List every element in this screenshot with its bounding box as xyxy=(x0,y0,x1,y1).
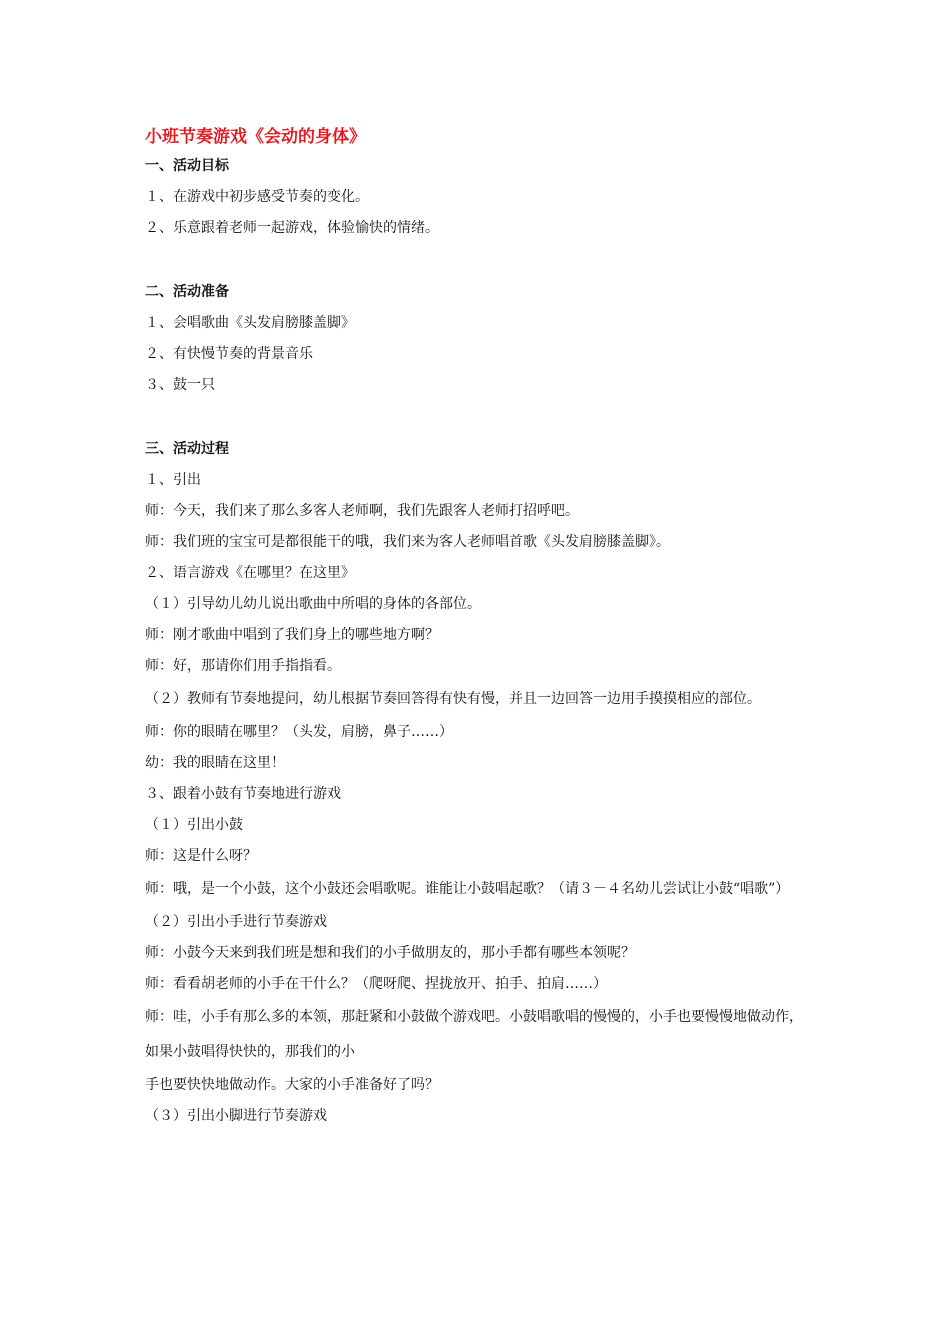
paragraph-line: 师：看看胡老师的小手在干什么？（爬呀爬、捏拢放开、拍手、拍肩……） xyxy=(145,976,607,992)
paragraph-line: （２）引出小手进行节奏游戏 xyxy=(145,914,327,930)
paragraph-line: ２、乐意跟着老师一起游戏，体验愉快的情绪。 xyxy=(145,220,439,236)
page-title: 小班节奏游戏《会动的身体》 xyxy=(145,127,366,147)
paragraph-line: 师：小鼓今天来到我们班是想和我们的小手做朋友的，那小手都有哪些本领呢？ xyxy=(145,945,635,961)
paragraph-line: 师：我们班的宝宝可是都很能干的哦，我们来为客人老师唱首歌《头发肩膀膝盖脚》。 xyxy=(145,534,670,550)
paragraph-line: （２）教师有节奏地提问，幼儿根据节奏回答得有快有慢，并且一边回答一边用手摸摸相应的部位。 xyxy=(145,691,761,707)
paragraph-line: １、在游戏中初步感受节奏的变化。 xyxy=(145,189,369,205)
document-body xyxy=(145,124,805,1132)
spacer xyxy=(145,401,805,434)
paragraph-line: ３、鼓一只 xyxy=(145,377,215,393)
paragraph-line: 师：这是什么呀？ xyxy=(145,848,257,864)
section-heading-goals: 一、活动目标 xyxy=(145,158,229,174)
paragraph-line: 师：好，那请你们用手指指看。 xyxy=(145,658,341,674)
paragraph-line: １、会唱歌曲《头发肩膀膝盖脚》 xyxy=(145,315,355,331)
section-heading-process: 三、活动过程 xyxy=(145,441,229,457)
paragraph-line: 师：哦，是一个小鼓，这个小鼓还会唱歌呢。谁能让小鼓唱起歌？（请３－４名幼儿尝试让小鼓“唱歌”） xyxy=(145,881,790,897)
paragraph-line: 师：你的眼睛在哪里？（头发，肩膀，鼻子……） xyxy=(145,724,453,740)
paragraph-line: 师：刚才歌曲中唱到了我们身上的哪些地方啊？ xyxy=(145,627,439,643)
paragraph-line: 手也要快快地做动作。大家的小手准备好了吗？ xyxy=(145,1077,439,1093)
spacer xyxy=(145,244,805,277)
section-heading-preparation: 二、活动准备 xyxy=(145,284,229,300)
paragraph-line: ２、语言游戏《在哪里？在这里》 xyxy=(145,565,355,581)
paragraph-line: 师：今天，我们来了那么多客人老师啊，我们先跟客人老师打招呼吧。 xyxy=(145,503,579,519)
paragraph-line: １、引出 xyxy=(145,472,201,488)
paragraph-line: 师：哇，小手有那么多的本领，那赶紧和小鼓做个游戏吧。小鼓唱歌唱的慢慢的，小手也要慢慢地做动作，如果小鼓唱得快快的，那我们的小 xyxy=(145,1009,803,1060)
paragraph-line: 幼：我的眼睛在这里！ xyxy=(145,755,285,771)
paragraph-line: （３）引出小脚进行节奏游戏 xyxy=(145,1108,327,1124)
paragraph-line: ２、有快慢节奏的背景音乐 xyxy=(145,346,313,362)
paragraph-line: ３、跟着小鼓有节奏地进行游戏 xyxy=(145,786,341,802)
paragraph-line: （１）引导幼儿幼儿说出歌曲中所唱的身体的各部位。 xyxy=(145,596,481,612)
paragraph-line: （１）引出小鼓 xyxy=(145,817,243,833)
